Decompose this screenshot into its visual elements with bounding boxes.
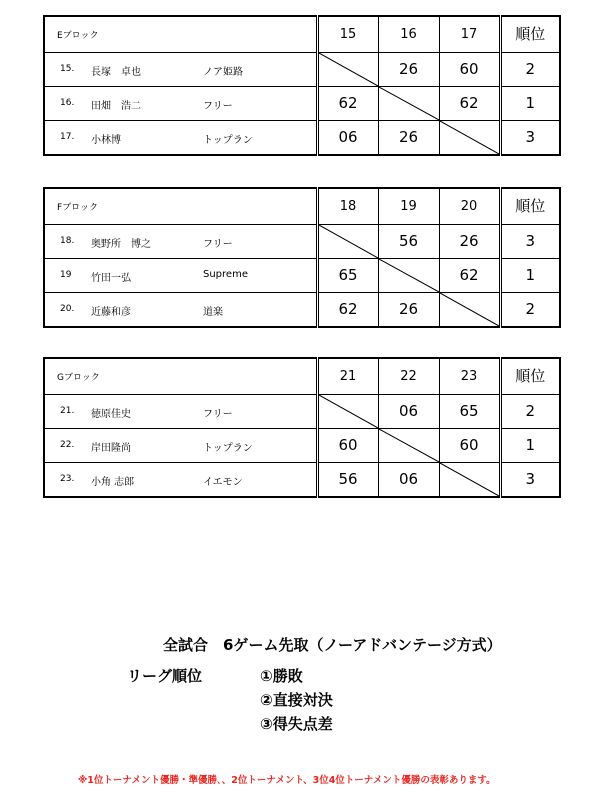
block-g-label-cell: [44, 358, 317, 395]
block-g-name: Gブロック: [57, 373, 100, 383]
table-row: [44, 87, 560, 121]
opponent-number: 20: [460, 199, 478, 214]
score-cell: [378, 225, 439, 259]
player-number: 16.: [60, 98, 75, 108]
opponent-number: 19: [400, 199, 417, 214]
match-score: 60: [338, 436, 358, 454]
match-score: 26: [398, 60, 419, 78]
player-number: 18.: [60, 236, 75, 246]
match-score: 60: [459, 60, 479, 78]
table-row: [44, 121, 560, 156]
block-f-col-header-1: [317, 188, 378, 225]
block-f-col-header-2: [378, 188, 439, 225]
rank-cell: [500, 293, 560, 328]
opponent-number: 16: [400, 27, 417, 42]
self-match-cell: [378, 87, 439, 121]
diagonal-line: [440, 121, 499, 154]
diagonal-line: [379, 259, 439, 292]
match-score: 62: [459, 94, 479, 112]
player-rank: 1: [525, 436, 536, 454]
self-match-cell: [317, 395, 378, 429]
player-rank: 1: [525, 266, 536, 284]
match-score: 62: [338, 94, 358, 112]
self-match-cell: [378, 259, 439, 293]
player-name: 長塚 卓也: [91, 67, 141, 78]
player-info-cell: [44, 87, 317, 121]
match-score: 06: [398, 402, 419, 420]
opponent-number: 23: [460, 369, 478, 384]
score-cell: [439, 395, 500, 429]
player-number: 22.: [60, 440, 75, 450]
block-g-col-header-1: [317, 358, 378, 395]
player-name: 小角 志郎: [91, 477, 135, 488]
rank-cell: [500, 429, 560, 463]
score-cell: [439, 429, 500, 463]
match-score: 60: [459, 436, 479, 454]
opponent-number: 21: [339, 369, 357, 384]
player-team: トップラン: [203, 135, 253, 146]
block-e-col-header-2: [378, 16, 439, 53]
ranking-criterion-1: ①勝敗: [260, 667, 303, 685]
score-cell: [439, 87, 500, 121]
block-e-name: Eブロック: [57, 31, 99, 41]
player-name: 近藤和彦: [91, 307, 131, 318]
player-number: 20.: [60, 304, 75, 314]
block-f-rank-header: [500, 188, 560, 225]
score-cell: [317, 121, 378, 156]
block-f-name: Fブロック: [57, 203, 98, 213]
player-rank: 3: [525, 470, 536, 488]
self-match-cell: [439, 121, 500, 156]
player-team: フリー: [203, 101, 233, 112]
match-score: 26: [459, 232, 479, 250]
player-info-cell: [44, 293, 317, 328]
ranking-criterion-3: ③得失点差: [260, 715, 333, 733]
block-g-col-header-2: [378, 358, 439, 395]
opponent-number: 22: [400, 369, 417, 384]
rank-header-label: 順位: [515, 197, 546, 215]
player-number: 21.: [60, 406, 75, 416]
score-cell: [378, 293, 439, 328]
score-cell: [317, 429, 378, 463]
player-team: トップラン: [203, 443, 253, 454]
table-row: [44, 293, 560, 328]
score-cell: [378, 395, 439, 429]
block-f-table: [43, 187, 561, 328]
player-info-cell: [44, 121, 317, 156]
block-e-header-row: [44, 16, 560, 53]
match-format-text: 全試合 6ゲーム先取（ノーアドバンテージ方式）: [163, 636, 502, 654]
match-score: 06: [338, 128, 358, 146]
table-row: [44, 395, 560, 429]
match-score: 65: [338, 266, 358, 284]
diagonal-line: [319, 395, 378, 428]
self-match-cell: [317, 225, 378, 259]
rank-cell: [500, 225, 560, 259]
player-info-cell: [44, 259, 317, 293]
self-match-cell: [439, 463, 500, 498]
diagonal-line: [440, 293, 499, 326]
block-f-col-header-3: [439, 188, 500, 225]
self-match-cell: [439, 293, 500, 328]
player-number: 17.: [60, 132, 75, 142]
table-row: [44, 259, 560, 293]
opponent-number: 15: [339, 27, 357, 42]
score-cell: [439, 259, 500, 293]
diagonal-line: [319, 53, 378, 86]
player-number: 23.: [60, 474, 75, 484]
player-info-cell: [44, 225, 317, 259]
diagonal-line: [440, 463, 499, 496]
block-g-header-row: [44, 358, 560, 395]
player-rank: 1: [525, 94, 536, 112]
player-name: 徳原佳史: [91, 409, 131, 420]
player-name: 奥野所 博之: [91, 239, 151, 250]
score-cell: [317, 87, 378, 121]
ranking-criterion-2: ②直接対決: [260, 691, 333, 709]
score-cell: [317, 259, 378, 293]
match-score: 62: [338, 300, 358, 318]
block-e-label-cell: [44, 16, 317, 53]
player-team: フリー: [203, 239, 233, 250]
player-team: ノア姫路: [203, 67, 243, 78]
score-cell: [439, 53, 500, 87]
block-g-table: [43, 357, 561, 498]
score-cell: [439, 225, 500, 259]
self-match-cell: [317, 53, 378, 87]
block-e-col-header-1: [317, 16, 378, 53]
player-team: Supreme: [203, 269, 248, 280]
player-name: 岸田隆尚: [91, 443, 131, 454]
block-g-col-header-3: [439, 358, 500, 395]
block-e-table: [43, 15, 561, 156]
match-score: 26: [398, 128, 419, 146]
player-team: イエモン: [203, 477, 243, 488]
player-rank: 2: [525, 60, 536, 78]
league-ranking-label: リーグ順位: [127, 667, 203, 685]
player-info-cell: [44, 395, 317, 429]
table-row: [44, 225, 560, 259]
player-rank: 2: [525, 402, 536, 420]
match-score: 62: [459, 266, 479, 284]
match-score: 26: [398, 300, 419, 318]
rank-cell: [500, 259, 560, 293]
rank-cell: [500, 87, 560, 121]
self-match-cell: [378, 429, 439, 463]
score-cell: [378, 463, 439, 498]
player-info-cell: [44, 463, 317, 498]
rank-header-label: 順位: [515, 25, 546, 43]
block-e-rank-header: [500, 16, 560, 53]
rank-cell: [500, 463, 560, 498]
match-score: 56: [398, 232, 419, 250]
block-f-label-cell: [44, 188, 317, 225]
player-number: 19: [60, 270, 72, 280]
player-team: 道楽: [203, 307, 223, 318]
block-e-col-header-3: [439, 16, 500, 53]
score-cell: [378, 53, 439, 87]
match-score: 06: [398, 470, 419, 488]
player-rank: 2: [525, 300, 536, 318]
player-rank: 3: [525, 232, 536, 250]
player-number: 15.: [60, 64, 75, 74]
player-info-cell: [44, 53, 317, 87]
player-team: フリー: [203, 409, 233, 420]
table-row: [44, 53, 560, 87]
table-row: [44, 463, 560, 498]
rank-header-label: 順位: [515, 367, 546, 385]
match-score: 56: [338, 470, 358, 488]
match-score: 65: [459, 402, 479, 420]
player-name: 竹田一弘: [91, 273, 131, 284]
opponent-number: 18: [339, 199, 357, 214]
rank-cell: [500, 395, 560, 429]
rank-cell: [500, 53, 560, 87]
opponent-number: 17: [460, 27, 478, 42]
diagonal-line: [319, 225, 378, 258]
player-name: 田畑 浩二: [91, 101, 141, 112]
block-g-rank-header: [500, 358, 560, 395]
diagonal-line: [379, 87, 439, 120]
diagonal-line: [379, 429, 439, 462]
player-info-cell: [44, 429, 317, 463]
player-rank: 3: [525, 128, 536, 146]
block-f-header-row: [44, 188, 560, 225]
player-name: 小林博: [91, 135, 121, 146]
score-cell: [378, 121, 439, 156]
score-cell: [317, 463, 378, 498]
table-row: [44, 429, 560, 463]
score-cell: [317, 293, 378, 328]
award-note: ※1位トーナメント優勝・準優勝､、2位トーナメント、3位4位トーナメント優勝の表彰あります。: [78, 775, 496, 786]
rank-cell: [500, 121, 560, 156]
